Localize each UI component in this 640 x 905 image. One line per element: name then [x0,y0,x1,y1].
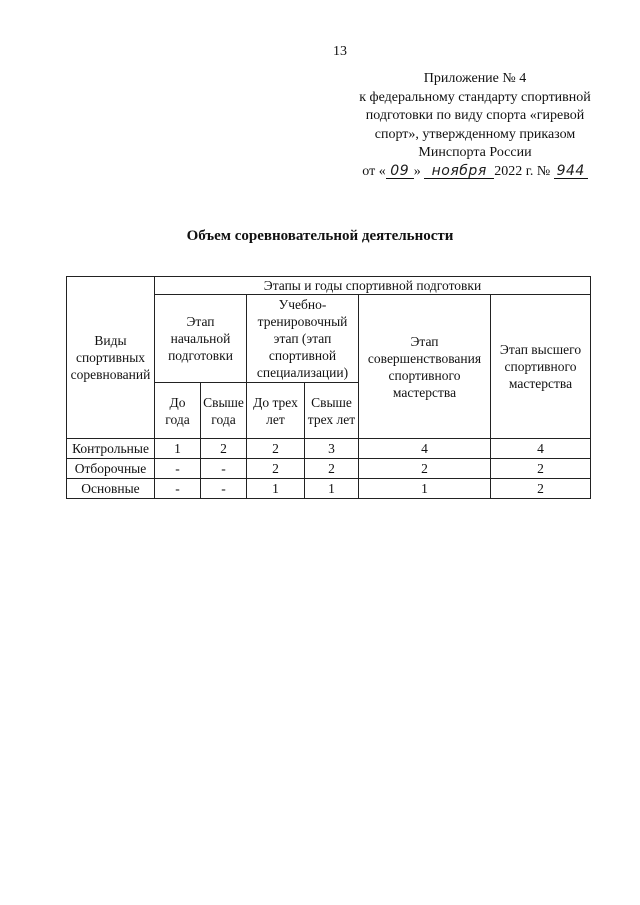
table-cell: 3 [305,439,359,459]
appendix-line-5: Минспорта России [418,145,532,160]
subheader-over-year: Свыше года [201,383,247,439]
handwritten-day: 09 [386,164,414,179]
appendix-line-4: спорт», утвержденному приказом [374,126,576,142]
row-label: Основные [67,479,155,499]
table-cell: 1 [155,439,201,459]
document-title: Объем соревновательной деятельности [186,228,454,244]
table-row [67,459,591,479]
date-prefix: от « [362,163,386,179]
appendix-line-3: подготовки по виду спорта «гиревой [365,108,585,123]
handwritten-month: ноября [424,164,494,179]
table-cell: 2 [247,459,305,479]
table-cell: 2 [491,459,591,479]
table-cell: 2 [359,459,491,479]
subheader-up-to-year: До года [155,383,201,439]
table-cell: - [201,459,247,479]
table-cell: 2 [491,479,591,499]
table-cell: 1 [359,479,491,499]
table-cell: 4 [491,439,591,459]
appendix-line-2: к федеральному стандарту спортивной [359,89,591,105]
subheader-over-three: Свыше трех лет [305,383,359,439]
header-stage-initial: Этап начальной подготовки [155,295,247,383]
table-cell: 2 [247,439,305,459]
header-stage-improvement: Этап совершенствования спортивного мастерства [359,295,491,439]
table-cell: - [155,479,201,499]
date-year-text: 2022 г. № [494,163,551,179]
table-cell: 2 [201,439,247,459]
page-number: 13 [333,44,347,59]
subheader-up-to-three: До трех лет [247,383,305,439]
table-row [67,479,591,499]
table-cell: 1 [247,479,305,499]
row-label: Контрольные [67,439,155,459]
header-stages: Этапы и годы спортивной подготовки [155,277,591,295]
table-cell: 2 [305,459,359,479]
table-cell: - [155,459,201,479]
header-stage-training: Учебно-тренировочный этап (этап спортивной специализации) [247,295,359,383]
order-date-line: от « 09 » ноября 2022 г. № 944 [340,163,610,182]
table-cell: 1 [305,479,359,499]
header-competition-kinds: Виды спортивных соревнований [67,277,155,439]
table-cell: 4 [359,439,491,459]
appendix-line-1: Приложение № 4 [423,71,527,86]
appendix-header [340,70,610,181]
header-stage-highest: Этап высшего спортивного мастерства [491,295,591,439]
row-label: Отборочные [67,459,155,479]
competition-volume-table [66,276,591,499]
handwritten-order-number: 944 [554,164,588,179]
table-row [67,439,591,459]
table-cell: - [201,479,247,499]
